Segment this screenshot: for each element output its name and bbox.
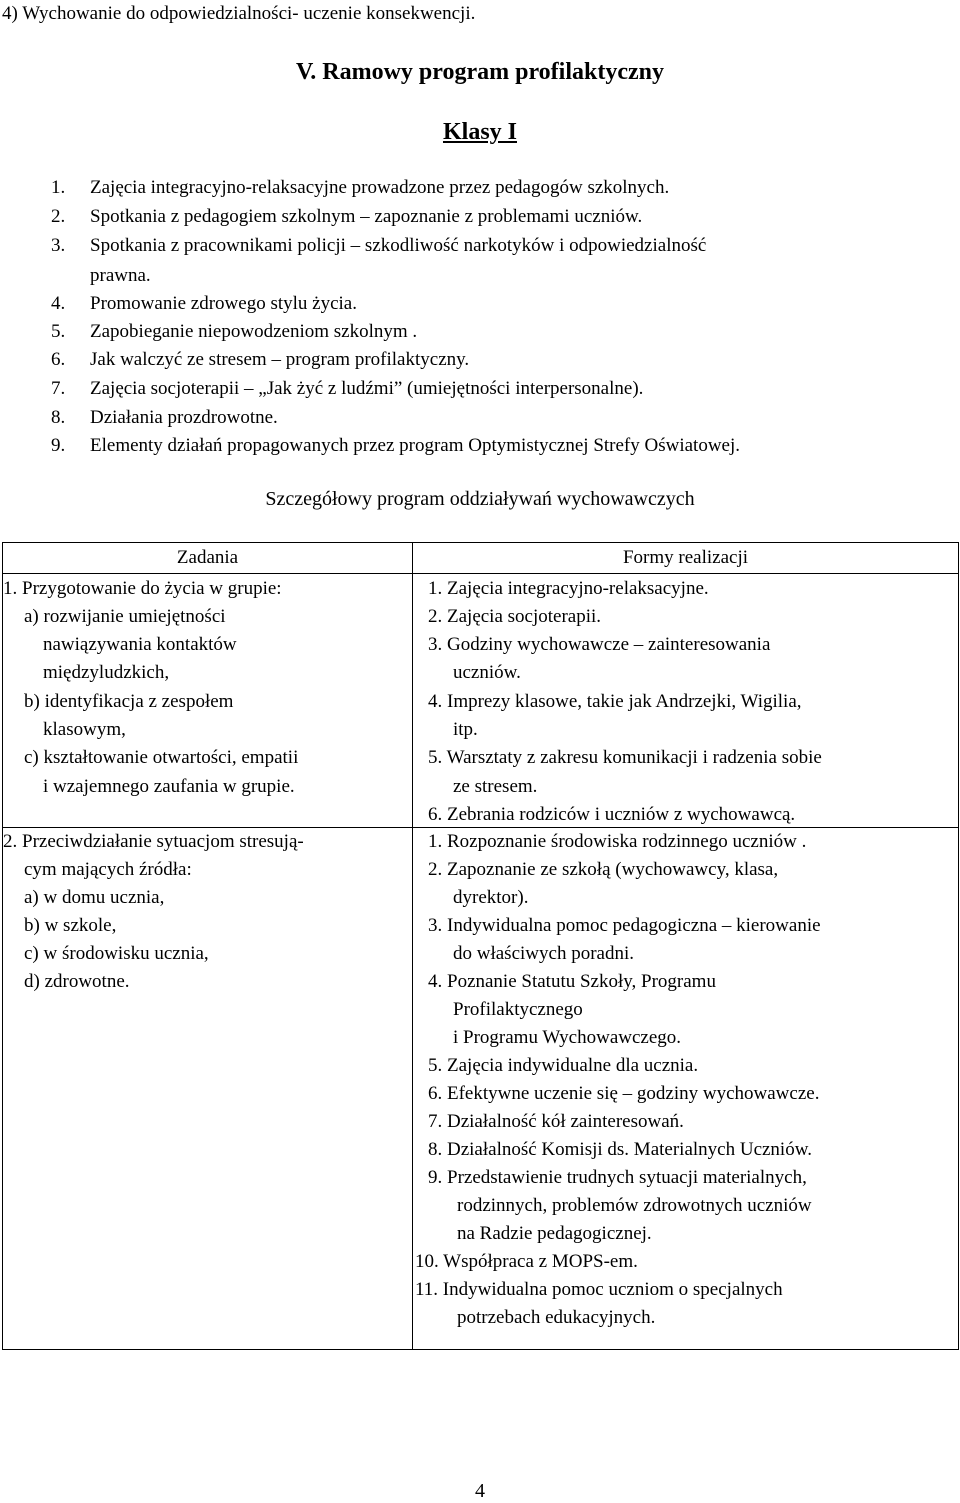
cell-line: i Programu Wychowawczego. xyxy=(453,1027,682,1048)
cell-line: do właściwych poradni. xyxy=(453,943,634,964)
list-item-text: Elementy działań propagowanych przez program Optymistycznej Strefy Oświatowej. xyxy=(90,435,741,456)
list-item-text: Zajęcia socjoterapii – „Jak żyć z ludźmi” (umiejętności interpersonalne). xyxy=(90,378,644,399)
list-item-number: 9. xyxy=(51,435,66,456)
cell-line: 3. Godziny wychowawcze – zainteresowania xyxy=(428,634,771,655)
cell-line: c) w środowisku ucznia, xyxy=(24,943,209,964)
cell-line: 2. Zajęcia socjoterapii. xyxy=(428,606,602,627)
list-item-text: Zapobieganie niepowodzeniom szkolnym . xyxy=(90,321,418,342)
program-table xyxy=(2,542,959,1350)
list-item-text: Promowanie zdrowego stylu życia. xyxy=(90,293,357,314)
table-title: Szczegółowy program oddziaływań wychowawczych xyxy=(265,488,695,510)
list-item-number: 7. xyxy=(51,378,66,399)
intro-line: 4) Wychowanie do odpowiedzialności- uczenie konsekwencji. xyxy=(2,3,476,24)
list-item-text: Spotkania z pedagogiem szkolnym – zapoznanie z problemami uczniów. xyxy=(90,206,643,227)
cell-line: 1. Zajęcia integracyjno-relaksacyjne. xyxy=(428,578,709,599)
table-row xyxy=(3,574,959,828)
cell-line: 6. Zebrania rodziców i uczniów z wychowawcą. xyxy=(428,804,796,825)
list-item-number: 6. xyxy=(51,349,66,370)
list-item-number: 2. xyxy=(51,206,66,227)
class-title: Klasy I xyxy=(442,119,517,145)
list-item-text: prawna. xyxy=(90,265,151,286)
cell-line: d) zdrowotne. xyxy=(24,971,130,992)
cell-line: na Radzie pedagogicznej. xyxy=(457,1223,652,1244)
list-item-text: Działania prozdrowotne. xyxy=(90,407,278,428)
class-title-wrap xyxy=(0,119,960,146)
cell-line: 10. Współpraca z MOPS-em. xyxy=(415,1251,638,1272)
cell-line: Profilaktycznego xyxy=(453,999,583,1020)
cell-line: uczniów. xyxy=(453,662,521,683)
cell-line: 3. Indywidualna pomoc pedagogiczna – kierowanie xyxy=(428,915,821,936)
cell-line: ze stresem. xyxy=(453,776,538,797)
cell-line: 6. Efektywne uczenie się – godziny wychowawcze. xyxy=(428,1083,820,1104)
table-header-row xyxy=(3,543,959,574)
table-cell-forms xyxy=(413,574,959,828)
cell-line: nawiązywania kontaktów xyxy=(43,634,237,655)
cell-line: cym mających źródła: xyxy=(24,859,192,880)
cell-line: a) rozwijanie umiejętności xyxy=(24,606,226,627)
cell-line: 2. Zapoznanie ze szkołą (wychowawcy, klasa, xyxy=(428,859,779,880)
cell-line: 1. Rozpoznanie środowiska rodzinnego uczniów . xyxy=(428,831,807,852)
cell-line: itp. xyxy=(453,719,478,740)
page-number: 4 xyxy=(475,1480,485,1502)
list-item-text: Zajęcia integracyjno-relaksacyjne prowadzone przez pedagogów szkolnych. xyxy=(90,177,670,198)
cell-line: 5. Zajęcia indywidualne dla ucznia. xyxy=(428,1055,699,1076)
table-cell-tasks xyxy=(3,828,413,1350)
cell-line: międzyludzkich, xyxy=(43,662,170,683)
cell-line: 8. Działalność Komisji ds. Materialnych Uczniów. xyxy=(428,1139,812,1160)
cell-line: a) w domu ucznia, xyxy=(24,887,165,908)
cell-line: b) w szkole, xyxy=(24,915,117,936)
list-item-text: Spotkania z pracownikami policji – szkodliwość narkotyków i odpowiedzialność xyxy=(90,235,707,256)
section-title: V. Ramowy program profilaktyczny xyxy=(296,59,664,85)
cell-line: 4. Imprezy klasowe, takie jak Andrzejki, Wigilia, xyxy=(428,691,802,712)
list-item-number: 3. xyxy=(51,235,66,256)
list-item-number: 1. xyxy=(51,177,66,198)
cell-line: 4. Poznanie Statutu Szkoły, Programu xyxy=(428,971,716,992)
cell-line: rodzinnych, problemów zdrowotnych uczniów xyxy=(457,1195,812,1216)
table-cell-tasks xyxy=(3,574,413,828)
cell-line: i wzajemnego zaufania w grupie. xyxy=(43,776,295,797)
cell-line: 1. Przygotowanie do życia w grupie: xyxy=(3,578,282,599)
column-header-forms: Formy realizacji xyxy=(413,543,959,574)
cell-line: 11. Indywidualna pomoc uczniom o specjalnych xyxy=(415,1279,783,1300)
table-cell-forms xyxy=(413,828,959,1350)
list-item-text: Jak walczyć ze stresem – program profilaktyczny. xyxy=(90,349,470,370)
cell-line: 7. Działalność kół zainteresowań. xyxy=(428,1111,684,1132)
list-item-number: 5. xyxy=(51,321,66,342)
cell-line: potrzebach edukacyjnych. xyxy=(457,1307,656,1328)
cell-line: 9. Przedstawienie trudnych sytuacji materialnych, xyxy=(428,1167,807,1188)
cell-line: klasowym, xyxy=(43,719,126,740)
cell-line: b) identyfikacja z zespołem xyxy=(24,691,234,712)
cell-line: c) kształtowanie otwartości, empatii xyxy=(24,747,299,768)
cell-line: 5. Warsztaty z zakresu komunikacji i radzenia sobie xyxy=(428,747,822,768)
cell-line: 2. Przeciwdziałanie sytuacjom stresują- xyxy=(3,831,304,852)
list-item-number: 4. xyxy=(51,293,66,314)
table-row xyxy=(3,828,959,1350)
list-item-number: 8. xyxy=(51,407,66,428)
cell-line: dyrektor). xyxy=(453,887,529,908)
column-header-tasks: Zadania xyxy=(3,543,413,574)
